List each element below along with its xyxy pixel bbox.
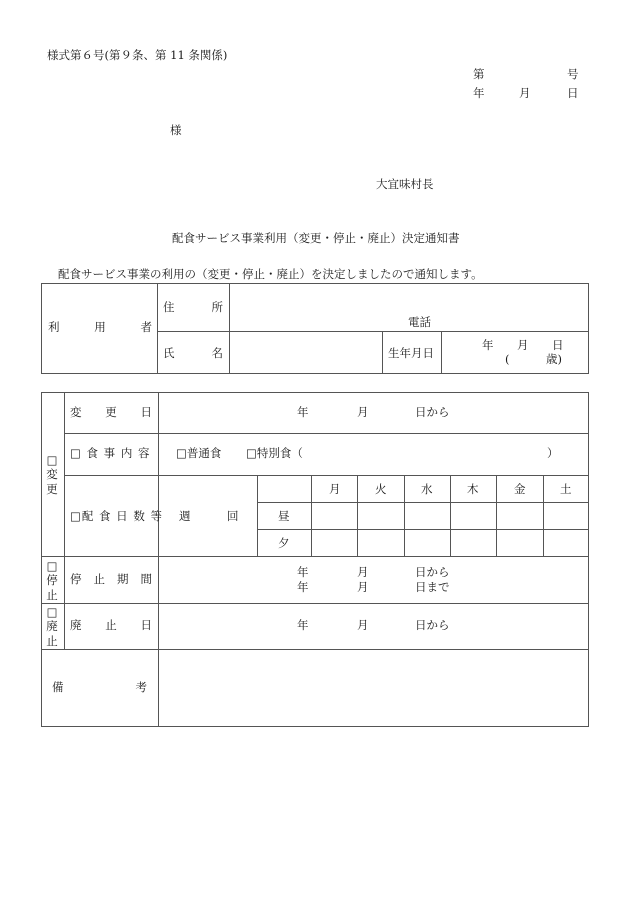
label-char: 止 (105, 618, 117, 632)
week-label: 週 (179, 509, 191, 523)
name-label-char: 名 (211, 346, 223, 360)
remarks-field[interactable] (159, 650, 588, 726)
change-date-month: 月 (357, 405, 369, 419)
address-label-char: 所 (211, 300, 223, 314)
label-char: 期 (117, 572, 129, 586)
name-field[interactable] (230, 332, 381, 373)
change-label-char: 変 (46, 467, 58, 482)
weekday-sat: 土 (560, 482, 572, 496)
special-meal-option[interactable]: □特別食（ (246, 446, 303, 460)
label-char: 日 (140, 618, 152, 632)
doc-number-suffix: 号 (567, 67, 579, 81)
user-label (48, 322, 152, 334)
abolish-date-label (70, 620, 152, 632)
label-char: 考 (135, 680, 147, 694)
suspend-to-month: 月 (357, 580, 369, 594)
birthdate-day: 日 (552, 338, 564, 352)
address-label-char: 住 (163, 300, 175, 314)
issue-date-day: 日 (567, 86, 579, 100)
birthdate-label: 生年月日 (388, 346, 434, 360)
abolish-label-char: 止 (46, 633, 58, 648)
birthdate-year: 年 (482, 338, 494, 352)
special-meal-close-paren: ） (547, 446, 559, 460)
label-char: 更 (105, 405, 117, 419)
suspend-label-char: 停 (46, 573, 58, 588)
change-checkbox[interactable]: □ (46, 453, 58, 467)
user-label-char: 者 (140, 320, 152, 334)
abolish-year: 年 (297, 618, 309, 632)
age-open: ( (505, 352, 510, 366)
form-number: 様式第６号(第９条、第 11 条関係) (47, 48, 228, 62)
remarks-label (52, 682, 147, 694)
addressee-suffix: 様 (170, 123, 182, 137)
label-char: 止 (93, 572, 105, 586)
meal-content-checkbox-label[interactable]: □ 食 事 内 容 (70, 446, 151, 460)
meal-dinner-label: 夕 (278, 536, 290, 550)
label-char: 備 (52, 680, 64, 694)
suspend-to-day: 日まで (415, 580, 450, 594)
name-label-char: 氏 (163, 346, 175, 360)
label-char: 廃 (70, 618, 82, 632)
suspend-from-day: 日から (415, 565, 450, 579)
issuer-name: 大宜味村長 (376, 177, 434, 191)
address-label (163, 302, 223, 314)
user-label-char: 利 (48, 320, 60, 334)
suspend-label-char: 止 (46, 587, 58, 602)
weekday-tue: 火 (375, 482, 387, 496)
intro-text: 配食サービス事業の利用の（変更・停止・廃止）を決定しましたので通知します。 (58, 267, 483, 281)
change-label-char: 更 (46, 481, 58, 496)
change-group-label (46, 453, 58, 496)
meal-lunch-label: 昼 (278, 509, 290, 523)
label-char: 停 (70, 572, 82, 586)
suspend-from-year: 年 (297, 565, 309, 579)
user-label-char: 用 (94, 320, 106, 334)
label-char: 日 (140, 405, 152, 419)
weekday-fri: 金 (514, 482, 526, 496)
document-title: 配食サービス事業利用（変更・停止・廃止）決定通知書 (172, 231, 460, 245)
label-char: 変 (70, 405, 82, 419)
suspend-checkbox[interactable]: □ (46, 559, 58, 573)
birthdate-month: 月 (517, 338, 529, 352)
abolish-month: 月 (357, 618, 369, 632)
weekday-mon: 月 (329, 482, 341, 496)
delivery-days-checkbox-label[interactable]: □配 食 日 数 等 (70, 509, 163, 523)
change-date-label (70, 407, 152, 419)
issue-date-month: 月 (519, 86, 531, 100)
abolish-label-char: 廃 (46, 619, 58, 634)
phone-label: 電話 (408, 315, 431, 329)
name-label (163, 348, 223, 360)
normal-meal-option[interactable]: □普通食 (176, 446, 222, 460)
age-close: 歳) (546, 352, 562, 366)
abolish-group-label (46, 605, 58, 648)
abolish-day: 日から (415, 618, 450, 632)
label-char: 間 (140, 572, 152, 586)
change-date-year: 年 (297, 405, 309, 419)
weekday-thu: 木 (467, 482, 479, 496)
suspend-from-month: 月 (357, 565, 369, 579)
doc-number-prefix: 第 (473, 67, 485, 81)
suspend-to-year: 年 (297, 580, 309, 594)
weekday-wed: 水 (421, 482, 433, 496)
change-date-day: 日から (415, 405, 450, 419)
issue-date-year: 年 (473, 86, 485, 100)
suspend-period-label (70, 574, 152, 586)
abolish-checkbox[interactable]: □ (46, 605, 58, 619)
suspend-group-label (46, 559, 58, 602)
times-label: 回 (227, 509, 239, 523)
